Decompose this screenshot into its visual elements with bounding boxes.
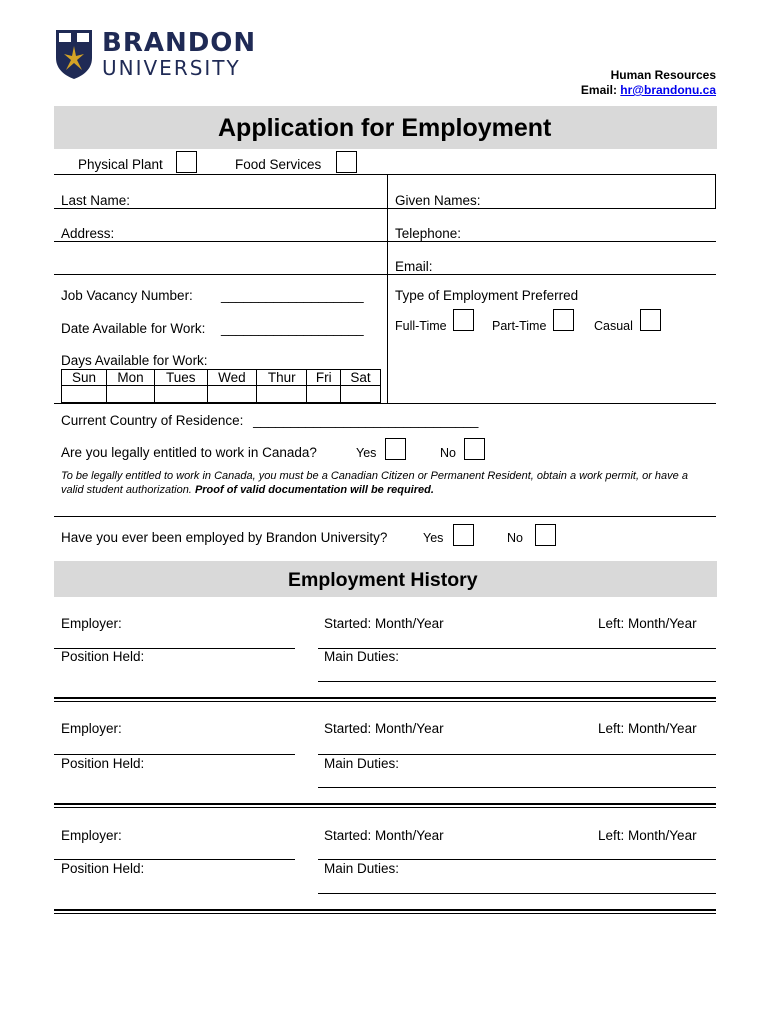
form-top-line <box>54 174 716 175</box>
type-pref-label: Type of Employment Preferred <box>395 288 579 303</box>
part-time-checkbox[interactable] <box>553 309 574 331</box>
day-cell-sun[interactable] <box>62 386 107 403</box>
block-separator-top <box>54 697 716 699</box>
hr-email-link[interactable]: hr@brandonu.ca <box>620 83 716 97</box>
position-label: Position Held: <box>61 649 145 664</box>
employed-yes-checkbox[interactable] <box>453 524 474 546</box>
employed-no-checkbox[interactable] <box>535 524 556 546</box>
day-cell-fri[interactable] <box>307 386 341 403</box>
job-vacancy-blank[interactable]: ___________________ <box>221 288 364 303</box>
email-line[interactable] <box>387 274 716 275</box>
employer-line[interactable] <box>54 754 295 755</box>
legal-question: Are you legally entitled to work in Canada? <box>61 445 317 460</box>
history-title: Employment History <box>288 569 478 591</box>
part-time-label: Part-Time <box>492 319 547 333</box>
address-label: Address: <box>61 226 115 241</box>
left-label: Left: Month/Year <box>598 616 697 631</box>
legal-note-bold: Proof of valid documentation will be required. <box>194 484 434 496</box>
duties-label: Main Duties: <box>324 756 400 771</box>
section-divider <box>54 516 716 517</box>
date-available-blank[interactable]: ___________________ <box>221 321 364 336</box>
days-header-row <box>62 370 381 386</box>
legal-note-line1: To be legally entitled to work in Canada, you must be a Canadian Citizen or Permanent Resident, obtain a work permit, or have a <box>61 470 688 482</box>
day-cell-wed[interactable] <box>207 386 257 403</box>
legal-note-line2 <box>61 484 434 496</box>
shield-icon <box>54 28 94 80</box>
duties-line[interactable] <box>318 681 716 682</box>
day-cell-thur[interactable] <box>257 386 307 403</box>
last-name-line[interactable] <box>54 208 387 209</box>
legal-note-text2: valid student authorization. <box>61 484 192 496</box>
employer-label: Employer: <box>61 616 122 631</box>
legal-no-checkbox[interactable] <box>464 438 485 460</box>
option-food-services-label: Food Services <box>235 157 322 172</box>
position-label: Position Held: <box>61 756 145 771</box>
date-available-label: Date Available for Work: <box>61 321 206 336</box>
last-name-label: Last Name: <box>61 193 131 208</box>
dates-line[interactable] <box>318 754 716 755</box>
given-names-label: Given Names: <box>395 193 481 208</box>
email-label: Email: <box>395 259 433 274</box>
hr-email-row <box>581 83 716 97</box>
days-entry-row <box>62 386 381 403</box>
legal-no-label: No <box>440 446 456 460</box>
physical-plant-checkbox[interactable] <box>176 151 197 173</box>
logo-line1: BRANDON <box>102 28 257 58</box>
casual-checkbox[interactable] <box>640 309 661 331</box>
day-fri: Fri <box>307 370 341 386</box>
block-separator-top <box>54 909 716 911</box>
telephone-line[interactable] <box>387 241 716 242</box>
started-label: Started: Month/Year <box>324 721 444 736</box>
telephone-label: Telephone: <box>395 226 462 241</box>
employer-label: Employer: <box>61 721 122 736</box>
residence-blank[interactable]: ______________________________ <box>253 413 479 428</box>
position-label: Position Held: <box>61 861 145 876</box>
block-separator-bottom <box>54 701 716 702</box>
residence-row <box>61 413 478 428</box>
employer-label: Employer: <box>61 828 122 843</box>
dates-line[interactable] <box>318 859 716 860</box>
full-time-checkbox[interactable] <box>453 309 474 331</box>
option-physical-plant-label: Physical Plant <box>78 157 163 172</box>
page-title: Application for Employment <box>218 114 552 142</box>
duties-label: Main Duties: <box>324 861 400 876</box>
casual-label: Casual <box>594 319 633 333</box>
day-wed: Wed <box>207 370 257 386</box>
hr-email-label: Email: <box>580 83 617 97</box>
form-right-border <box>715 174 716 209</box>
day-thur: Thur <box>257 370 307 386</box>
duties-line[interactable] <box>318 893 716 894</box>
job-vacancy-label: Job Vacancy Number: <box>61 288 193 303</box>
form-bottom-line <box>54 403 716 404</box>
address-line[interactable] <box>54 241 387 242</box>
employed-before-question: Have you ever been employed by Brandon University? <box>61 530 388 545</box>
employed-no-label: No <box>507 531 523 545</box>
day-cell-sat[interactable] <box>341 386 381 403</box>
residence-label: Current Country of Residence: <box>61 413 244 428</box>
started-label: Started: Month/Year <box>324 828 444 843</box>
day-sat: Sat <box>341 370 381 386</box>
food-services-checkbox[interactable] <box>336 151 357 173</box>
hr-dept: Human Resources <box>610 68 716 82</box>
university-logo <box>54 28 257 83</box>
day-sun: Sun <box>62 370 107 386</box>
days-table <box>61 369 381 403</box>
day-cell-mon[interactable] <box>107 386 155 403</box>
block-separator-bottom <box>54 807 716 808</box>
day-tues: Tues <box>155 370 207 386</box>
logo-line2: UNIVERSITY <box>102 56 241 80</box>
legal-yes-label: Yes <box>356 446 377 460</box>
duties-line[interactable] <box>318 787 716 788</box>
given-names-line[interactable] <box>387 208 716 209</box>
block-separator-bottom <box>54 913 716 914</box>
days-available-label: Days Available for Work: <box>61 353 208 368</box>
day-mon: Mon <box>107 370 155 386</box>
address-line-2[interactable] <box>54 274 387 275</box>
employer-line[interactable] <box>54 859 295 860</box>
left-label: Left: Month/Year <box>598 721 697 736</box>
legal-yes-checkbox[interactable] <box>385 438 406 460</box>
started-label: Started: Month/Year <box>324 616 444 631</box>
left-label: Left: Month/Year <box>598 828 697 843</box>
day-cell-tues[interactable] <box>155 386 207 403</box>
employed-yes-label: Yes <box>423 531 444 545</box>
block-separator-top <box>54 803 716 805</box>
duties-label: Main Duties: <box>324 649 400 664</box>
full-time-label: Full-Time <box>395 319 447 333</box>
